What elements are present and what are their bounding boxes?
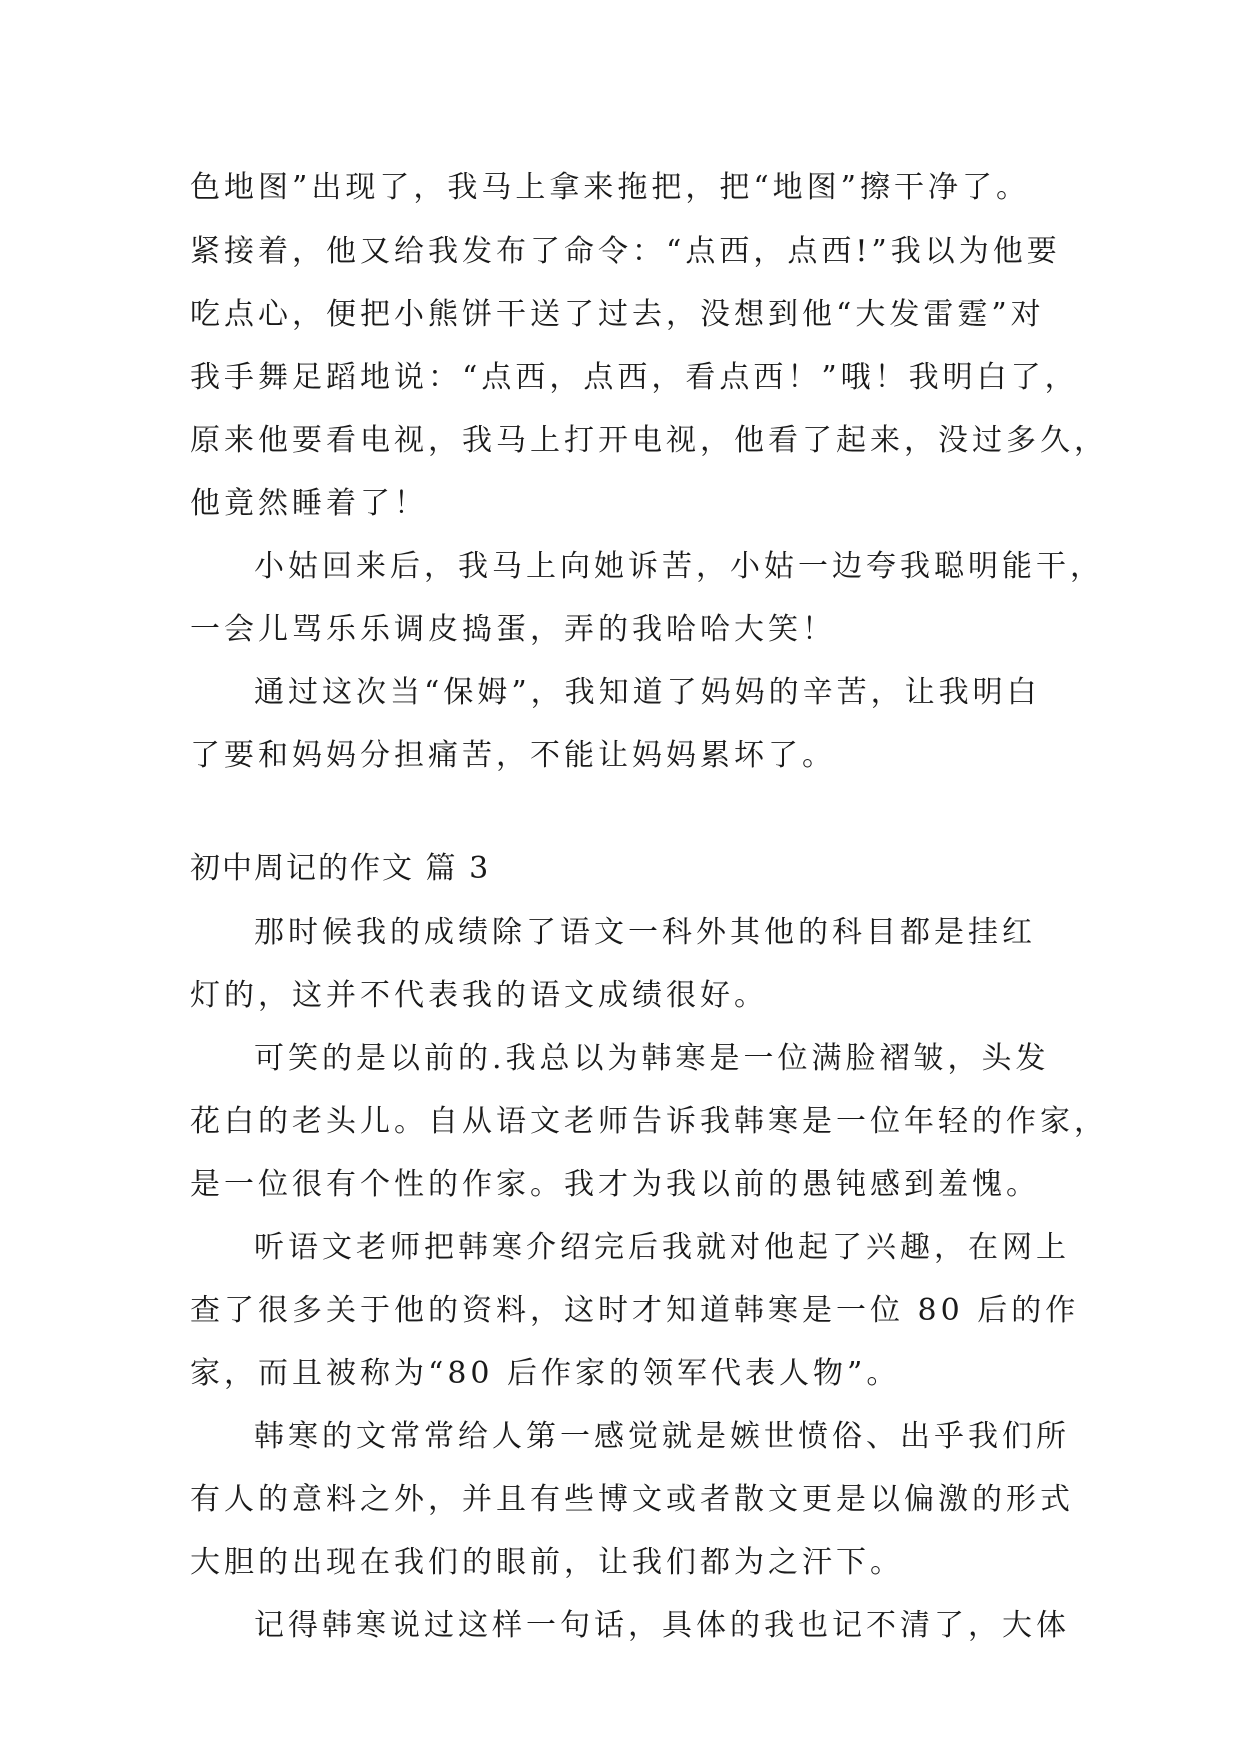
- paragraph-first-line: 可笑的是以前的.我总以为韩寒是一位满脸褶皱，头发: [254, 1041, 1050, 1076]
- paragraph-first-line: 记得韩寒说过这样一句话，具体的我也记不清了，大体: [254, 1608, 1070, 1643]
- text-line: 吃点心，便把小熊饼干送了过去，没想到他“大发雷霆”对: [190, 297, 1045, 332]
- text-line: 查了很多关于他的资料，这时才知道韩寒是一位 80 后的作: [190, 1293, 1080, 1328]
- text-line: 了要和妈妈分担痛苦，不能让妈妈累坏了。: [190, 738, 836, 773]
- text-line: 家，而且被称为“80 后作家的领军代表人物”。: [190, 1356, 901, 1391]
- section-heading: 初中周记的作文 篇 3: [190, 851, 491, 886]
- text-line: 原来他要看电视，我马上打开电视，他看了起来，没过多久，: [190, 423, 1108, 458]
- paragraph-first-line: 小姑回来后，我马上向她诉苦，小姑一边夸我聪明能干，: [254, 549, 1104, 584]
- text-line: 灯的，这并不代表我的语文成绩很好。: [190, 978, 768, 1013]
- paragraph-first-line: 通过这次当“保姆”，我知道了妈妈的辛苦，让我明白: [254, 675, 1041, 710]
- text-line: 是一位很有个性的作家。我才为我以前的愚钝感到羞愧。: [190, 1167, 1040, 1202]
- text-line: 他竟然睡着了！: [190, 486, 428, 521]
- text-line: 大胆的出现在我们的眼前，让我们都为之汗下。: [190, 1545, 904, 1580]
- text-line: 一会儿骂乐乐调皮捣蛋，弄的我哈哈大笑！: [190, 612, 836, 647]
- text-line: 紧接着，他又给我发布了命令：“点西，点西!”我以为他要: [190, 234, 1061, 269]
- text-line: 色地图”出现了，我马上拿来拖把，把“地图”擦干净了。: [190, 170, 1031, 205]
- paragraph-first-line: 那时候我的成绩除了语文一科外其他的科目都是挂红: [254, 915, 1036, 950]
- paragraph-first-line: 韩寒的文常常给人第一感觉就是嫉世愤俗、出乎我们所: [254, 1419, 1070, 1454]
- paragraph-first-line: 听语文老师把韩寒介绍完后我就对他起了兴趣，在网上: [254, 1230, 1070, 1265]
- text-line: 有人的意料之外，并且有些博文或者散文更是以偏激的形式: [190, 1482, 1074, 1517]
- text-line: 花白的老头儿。自从语文老师告诉我韩寒是一位年轻的作家，: [190, 1104, 1108, 1139]
- text-line: 我手舞足蹈地说：“点西，点西，看点西！”哦！我明白了，: [190, 360, 1079, 395]
